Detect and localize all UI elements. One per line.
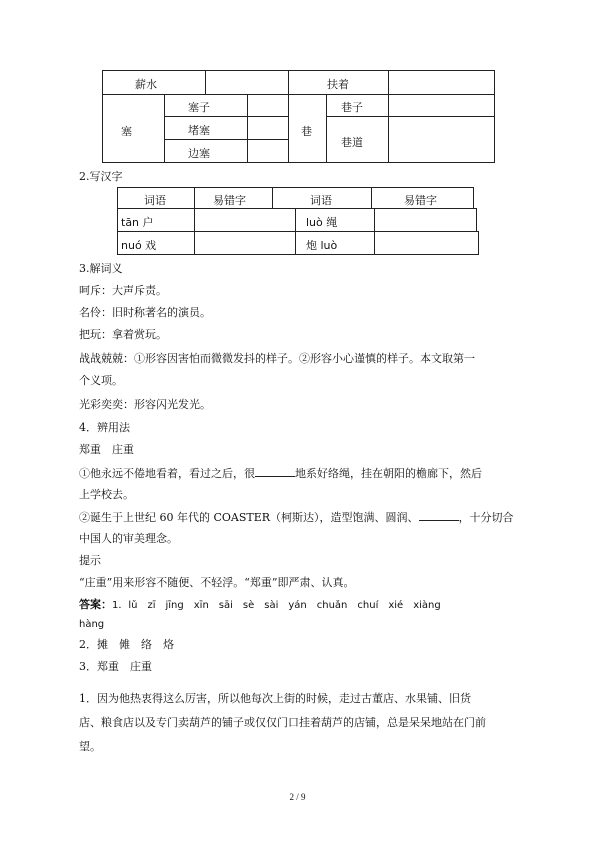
t2-word: nuó 戏 <box>121 239 157 252</box>
t2-word: tān 户 <box>121 216 154 229</box>
definition-line: 把玩：拿着赏玩。 <box>79 328 167 341</box>
t1-cell <box>247 116 289 140</box>
t2-header: 词语 <box>310 194 332 207</box>
question-1 <box>79 466 482 481</box>
t1-cell <box>102 94 165 163</box>
paragraph-line: 店、粮食店以及专门卖葫芦的铺子或仅仅门口挂着葫芦的店铺，总是呆呆地站在门前 <box>79 716 486 729</box>
t1-cell <box>388 116 495 163</box>
question-2 <box>79 510 514 525</box>
t2-header: 易错字 <box>213 194 246 207</box>
definition-line: 名伶：旧时称著名的演员。 <box>79 306 211 319</box>
t2-cell <box>374 231 479 255</box>
section-3-title: 3.解词义 <box>79 262 123 275</box>
definition-line: 光彩奕奕：形容闪光发光。 <box>79 398 211 411</box>
paragraph-line: 望。 <box>79 740 101 753</box>
question-1-cont: 上学校去。 <box>79 488 134 501</box>
t1-support: 扶着 <box>327 78 349 91</box>
definition-line: 呵斥：大声斥责。 <box>79 284 167 297</box>
t2-word: 炮 luò <box>306 239 338 252</box>
q1-text-b: 地系好络绳，挂在朝阳的檐廊下，然后 <box>295 467 482 480</box>
t1-sai-char: 塞 <box>121 125 132 138</box>
t1-cell <box>247 94 289 117</box>
t1-xiang-char: 巷 <box>301 125 312 138</box>
t1-xiang-word: 巷子 <box>341 101 363 114</box>
answer-label: 答案： <box>79 598 112 611</box>
answer-line-1b: hàng <box>79 619 105 630</box>
t2-header: 易错字 <box>404 194 437 207</box>
q2-text-a: ②诞生于上世纪 60 年代的 COASTER（柯斯达），造型饱满、圆润、 <box>79 511 419 524</box>
paragraph-line: 1．因为他热衷得这么厉害，所以他每次上街的时候，走过古董店、水果铺、旧货 <box>79 692 471 705</box>
answer-line-1 <box>79 598 441 613</box>
fill-blank[interactable] <box>419 510 459 521</box>
t1-cell <box>388 94 495 117</box>
answer-pinyin: 1．lǔ zī jīng xīn sāi sè sài yán chuǎn chuí xié xiàng <box>112 600 441 611</box>
t2-header: 词语 <box>144 194 166 207</box>
definition-line: 战战兢兢：①形容因害怕而微微发抖的样子。②形容小心谨慎的样子。本文取第一 <box>79 352 475 365</box>
page-number: 2 / 9 <box>289 792 306 802</box>
word-pair: 郑重 庄重 <box>79 443 134 456</box>
answer-line-3: 3．郑重 庄重 <box>79 660 152 673</box>
t1-xiang-word: 巷道 <box>341 136 363 149</box>
q1-text-a: ①他永远不倦地看着，看过之后，很 <box>79 467 255 480</box>
t1-sai-word: 堵塞 <box>188 124 210 137</box>
t1-cell <box>388 70 495 95</box>
q2-text-b: ，十分切合 <box>458 511 514 524</box>
t1-salary: 薪水 <box>135 78 157 91</box>
answer-line-2: 2．摊 傩 络 烙 <box>79 638 174 651</box>
fill-blank[interactable] <box>255 466 295 477</box>
hint-text: “庄重”用来形容不随便、不轻浮。“郑重”即严肃、认真。 <box>79 576 355 589</box>
t1-sai-word: 边塞 <box>188 147 210 160</box>
t1-cell <box>247 139 289 163</box>
definition-line: 个义项。 <box>79 374 123 387</box>
section-4-title: 4．辨用法 <box>79 421 130 434</box>
question-2-cont: 中国人的审美理念。 <box>79 532 178 545</box>
t1-cell <box>205 70 289 95</box>
t2-cell <box>194 231 296 255</box>
t2-word: luò 绳 <box>306 216 338 229</box>
t1-sai-word: 塞子 <box>188 101 210 114</box>
t2-cell <box>194 208 296 232</box>
section-2-title: 2.写汉字 <box>79 170 123 183</box>
hint-title: 提示 <box>79 554 101 567</box>
t2-cell <box>374 208 477 232</box>
